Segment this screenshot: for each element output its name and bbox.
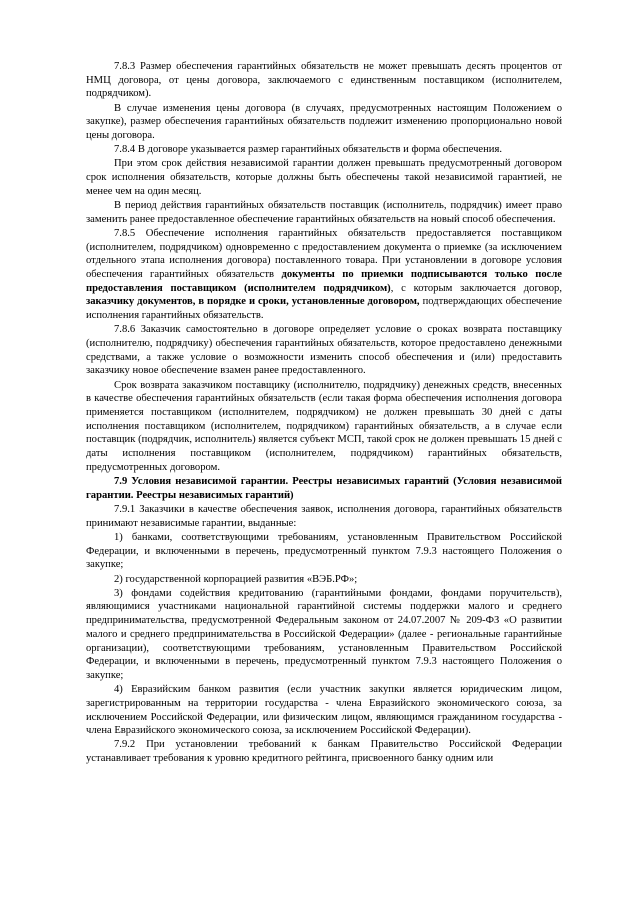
list-item-veb: 2) государственной корпорацией развития «ВЭБ.РФ»; xyxy=(114,573,358,585)
paragraph-guarantee-term: При этом срок действия независимой гарантии должен превышать предусмотренный договором срок исполнения обязательств, которые должны быть обеспечены такой независимой гарантией, не менее чем на один месяц. xyxy=(86,158,562,197)
paragraph-return-term: Срок возврата заказчиком поставщику (исполнителю, подрядчику) денежных средств, внесенных в качестве обеспечения гарантийных обязательств (если такая форма обеспечения исполнения договора применяется поставщиком (исполнителем, подрядчиком) не должен превышать 30 дней с даты исполнения поставщиком (исполнителем, подрядчиком) гарантийных обязательств, а в случае если поставщик (подрядчик, исполнитель) является субъект МСП, такой срок не должен превышать 15 дней с даты исполнения поставщиком (исполнителем, подрядчиком) гарантийных обязательств, предусмотренных договором. xyxy=(86,379,562,473)
paragraph-price-change: В случае изменения цены договора (в случаях, предусмотренных настоящим Положением о закупке), размер обеспечения гарантийных обязательств подлежит изменению пропорционально новой цены договора. xyxy=(86,102,562,142)
paragraph-replace-security: В период действия гарантийных обязательств поставщик (исполнитель, подрядчик) имеет право заменить ранее предоставленное обеспечение гарантийных обязательств на новый способ обеспечения. xyxy=(86,200,562,225)
paragraph-7-8-4: 7.8.4 В договоре указывается размер гарантийных обязательств и форма обеспечения. xyxy=(114,144,502,156)
paragraph-7-9-2: 7.9.2 При установлении требований к банкам Правительство Российской Федерации устанавливает требования к уровню кредитного рейтинга, присвоенного банку одним или xyxy=(86,739,562,765)
document-page xyxy=(86,60,562,766)
list-item-funds: 3) фондами содействия кредитованию (гарантийными фондами, фондами поручительств), являющимися участниками национальной гарантийной системы поддержки малого и среднего предпринимательства, предусмотренной Федеральным законом от 24.07.2007 № 209-ФЗ «О развитии малого и среднего предпринимательства в Российской Федерации» (далее - региональные гарантийные организации), соответствующими требованиям, установленным Правительством Российской Федерации, и включенными в перечень, предусмотренный пунктом 7.9.3 настоящего Положения о закупке; xyxy=(86,587,562,681)
paragraph-7-9-1: 7.9.1 Заказчики в качестве обеспечения заявок, исполнения договора, гарантийных обязательств принимают независимые гарантии, выданные: xyxy=(86,504,562,529)
paragraph-7-8-3: 7.8.3 Размер обеспечения гарантийных обязательств не может превышать десять процентов от НМЦ договора, от цены договора, заключаемого с единственным поставщиком (исполнителем, подрядчиком). xyxy=(86,61,562,100)
list-item-eurasian-bank: 4) Евразийским банком развития (если участник закупки является юридическим лицом, зарегистрированным на территории государства - члена Евразийского экономического союза, за исключением Российской Федерации, или физическим лицом, являющимся гражданином государства - члена Евразийского экономического союза, за исключением Российской Федерации). xyxy=(86,684,562,737)
paragraph-7-8-5: 7.8.5 Обеспечение исполнения гарантийных обязательств предоставляется поставщиком (исполнителем, подрядчиком) одновременно с предоставлением документа о приемке (за исключением отдельного этапа исполнения договора) поставленного товара. При установлении в договоре условия обеспечения гарантийных обязательств документы по приемки подписываются только после предоставления поставщиком (исполнителем подрядчиком), с которым заключается договор, заказчику документов, в порядке и сроки, установленные договором, подтверждающих обеспечение исполнения гарантийных обязательств. xyxy=(86,227,562,322)
list-item-banks: 1) банками, соответствующими требованиям, установленным Правительством Российской Федерации, и включенными в перечень, предусмотренный пунктом 7.9.3 настоящего Положения о закупке; xyxy=(86,531,562,571)
paragraph-7-8-6: 7.8.6 Заказчик самостоятельно в договоре определяет условие о сроках возврата поставщику (исполнителю, подрядчику) обеспечения гарантийных обязательств, которое предоставлено денежными средствами, а также условие о возможности изменить способ обеспечения и (или) предоставить заказчику новое обеспечение взамен ранее предоставленного. xyxy=(86,324,562,377)
section-heading-7-9: 7.9 Условия независимой гарантии. Реестры независимых гарантий (Условия независимой гарантии. Реестры независимых гарантий) xyxy=(86,476,562,501)
